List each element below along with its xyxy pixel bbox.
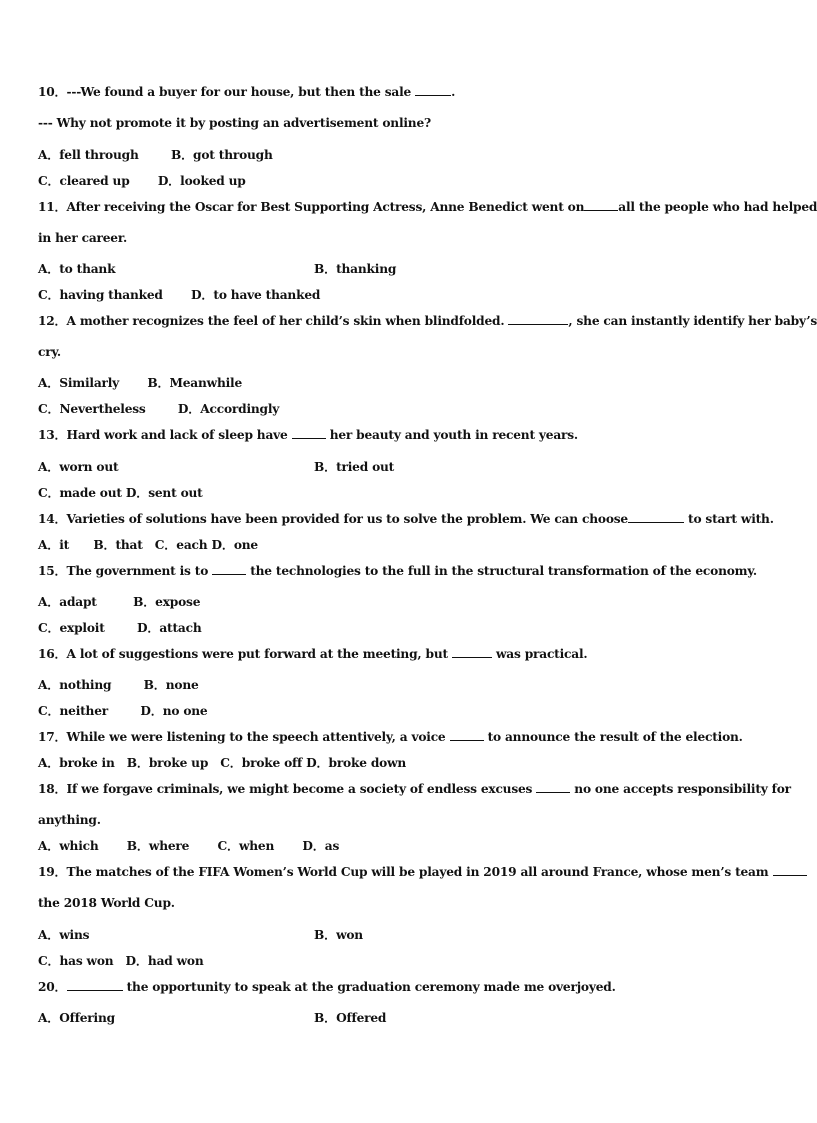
question-14-options-row1: A．it B．that C．each D．one xyxy=(38,538,258,552)
option-b: B．Offered xyxy=(314,1011,387,1025)
option-a: A．Offering xyxy=(38,1011,115,1025)
option-b: B．tried out xyxy=(314,460,395,474)
question-10-options-row2: C．cleared up D．looked up xyxy=(38,174,246,188)
question-18-stem: 18．If we forgave criminals, we might become a society of endless excuses no one accepts responsibility for xyxy=(38,782,791,796)
option-b: B．thanking xyxy=(314,262,397,276)
answer-blank xyxy=(508,313,568,325)
question-19-stem: 19．The matches of the FIFA Women’s World Cup will be played in 2019 all around France, whose men’s team xyxy=(38,864,807,880)
question-19-stem-cont: the 2018 World Cup. xyxy=(38,896,175,910)
question-10-stem: 10．---We found a buyer for our house, but then the sale . xyxy=(38,85,456,99)
question-16-options-row2: C．neither D．no one xyxy=(38,704,208,718)
question-17-stem: 17．While we were listening to the speech attentively, a voice to announce the result of the election. xyxy=(38,730,743,744)
answer-blank xyxy=(292,427,326,439)
question-13-stem: 13．Hard work and lack of sleep have her beauty and youth in recent years. xyxy=(38,428,578,442)
question-16-options-row1: A．nothing B．none xyxy=(38,678,199,692)
question-11-options-row1 xyxy=(38,261,397,277)
question-18-options-row1: A．which B．where C．when D．as xyxy=(38,839,340,853)
question-15-options-row2: C．exploit D．attach xyxy=(38,621,202,635)
question-12-options-row2: C．Nevertheless D．Accordingly xyxy=(38,402,280,416)
question-15-stem: 15．The government is to the technologies to the full in the structural transformation of the economy. xyxy=(38,564,757,578)
option-a: A．to thank xyxy=(38,262,116,276)
question-15-options-row1: A．adapt B．expose xyxy=(38,595,201,609)
answer-blank xyxy=(452,646,492,658)
option-a: A．worn out xyxy=(38,460,119,474)
option-b: B．won xyxy=(314,928,363,942)
question-10-options-row1: A．fell through B．got through xyxy=(38,148,273,162)
question-14-stem: 14．Varieties of solutions have been provided for us to solve the problem. We can choose to start with. xyxy=(38,512,774,526)
question-17-options-row1: A．broke in B．broke up C．broke off D．broke down xyxy=(38,756,407,770)
answer-blank xyxy=(450,729,484,741)
option-a: A．wins xyxy=(38,928,90,942)
answer-blank xyxy=(415,84,451,96)
answer-blank xyxy=(584,199,618,211)
answer-blank xyxy=(67,979,123,991)
question-11-stem: 11．After receiving the Oscar for Best Supporting Actress, Anne Benedict went on all the people who had helped xyxy=(38,200,817,214)
question-19-options-row2: C．has won D．had won xyxy=(38,954,204,968)
question-12-options-row1: A．Similarly B．Meanwhile xyxy=(38,376,243,390)
answer-blank xyxy=(628,511,684,523)
question-12-stem: 12．A mother recognizes the feel of her child’s skin when blindfolded. , she can instantly identify her baby’s xyxy=(38,314,817,328)
question-16-stem: 16．A lot of suggestions were put forward at the meeting, but was practical. xyxy=(38,647,588,661)
answer-blank xyxy=(773,864,807,876)
question-18-stem-cont: anything. xyxy=(38,813,101,827)
question-12-stem-cont: cry. xyxy=(38,345,61,359)
question-11-options-row2: C．having thanked D．to have thanked xyxy=(38,288,321,302)
question-19-options-row1 xyxy=(38,927,363,943)
question-20-options-row1 xyxy=(38,1010,387,1026)
question-13-options-row2: C．made out D．sent out xyxy=(38,486,203,500)
answer-blank xyxy=(536,781,570,793)
question-13-options-row1 xyxy=(38,459,395,475)
question-10-response: --- Why not promote it by posting an advertisement online? xyxy=(38,116,431,130)
question-20-stem: 20． the opportunity to speak at the graduation ceremony made me overjoyed. xyxy=(38,980,616,994)
answer-blank xyxy=(212,563,246,575)
question-11-stem-cont: in her career. xyxy=(38,231,128,245)
